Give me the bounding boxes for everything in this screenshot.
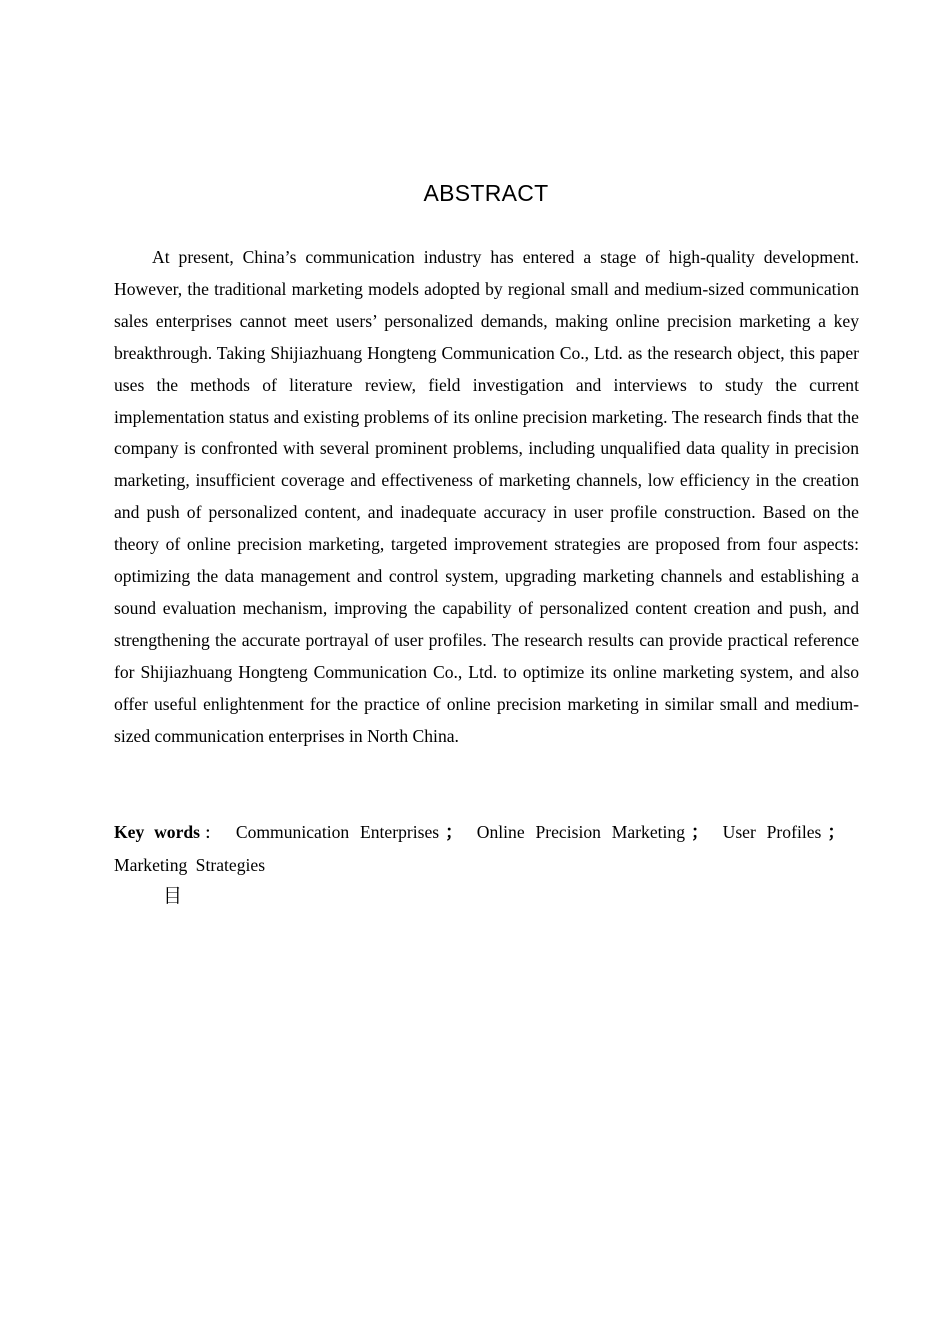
keyword-separator: ； bbox=[691, 822, 709, 842]
keyword-separator: ； bbox=[827, 822, 845, 842]
keyword-item: Communication Enterprises bbox=[235, 822, 440, 842]
keyword-item: Online Precision Marketing bbox=[476, 822, 686, 842]
keyword-separator: ； bbox=[445, 822, 463, 842]
toc-heading-fragment: 目 bbox=[163, 885, 183, 907]
keywords-line bbox=[114, 817, 859, 881]
keywords-colon: ： bbox=[202, 826, 222, 842]
keyword-item: Marketing Strategies bbox=[114, 855, 266, 875]
abstract-body: At present, China’s communication industry has entered a stage of high-quality development. However, the traditional marketing models adopted by regional small and medium-sized communication sales enterprises cannot meet users’ personalized demands, making online precision marketing a key breakthrough. Taking Shijiazhuang Hongteng Communication Co., Ltd. as the research object, this paper uses the methods of literature review, field investigation and interviews to study the current implementation status and existing problems of its online precision marketing. The research finds that the company is confronted with several prominent problems, including unqualified data quality in precision marketing, insufficient coverage and effectiveness of marketing channels, low efficiency in the creation and push of personalized content, and inadequate accuracy in user profile construction. Based on the theory of online precision marketing, targeted improvement strategies are proposed from four aspects: optimizing the data management and control system, upgrading marketing channels and establishing a sound evaluation mechanism, improving the capability of personalized content creation and push, and strengthening the accurate portrayal of user profiles. The research results can provide practical reference for Shijiazhuang Hongteng Communication Co., Ltd. to optimize its online marketing system, and also offer useful enlightenment for the practice of online precision marketing in similar small and medium-sized communication enterprises in North China. bbox=[114, 247, 859, 746]
abstract-title: ABSTRACT bbox=[423, 180, 549, 206]
keyword-item: User Profiles bbox=[722, 822, 822, 842]
keywords-label: Key words bbox=[114, 822, 201, 842]
